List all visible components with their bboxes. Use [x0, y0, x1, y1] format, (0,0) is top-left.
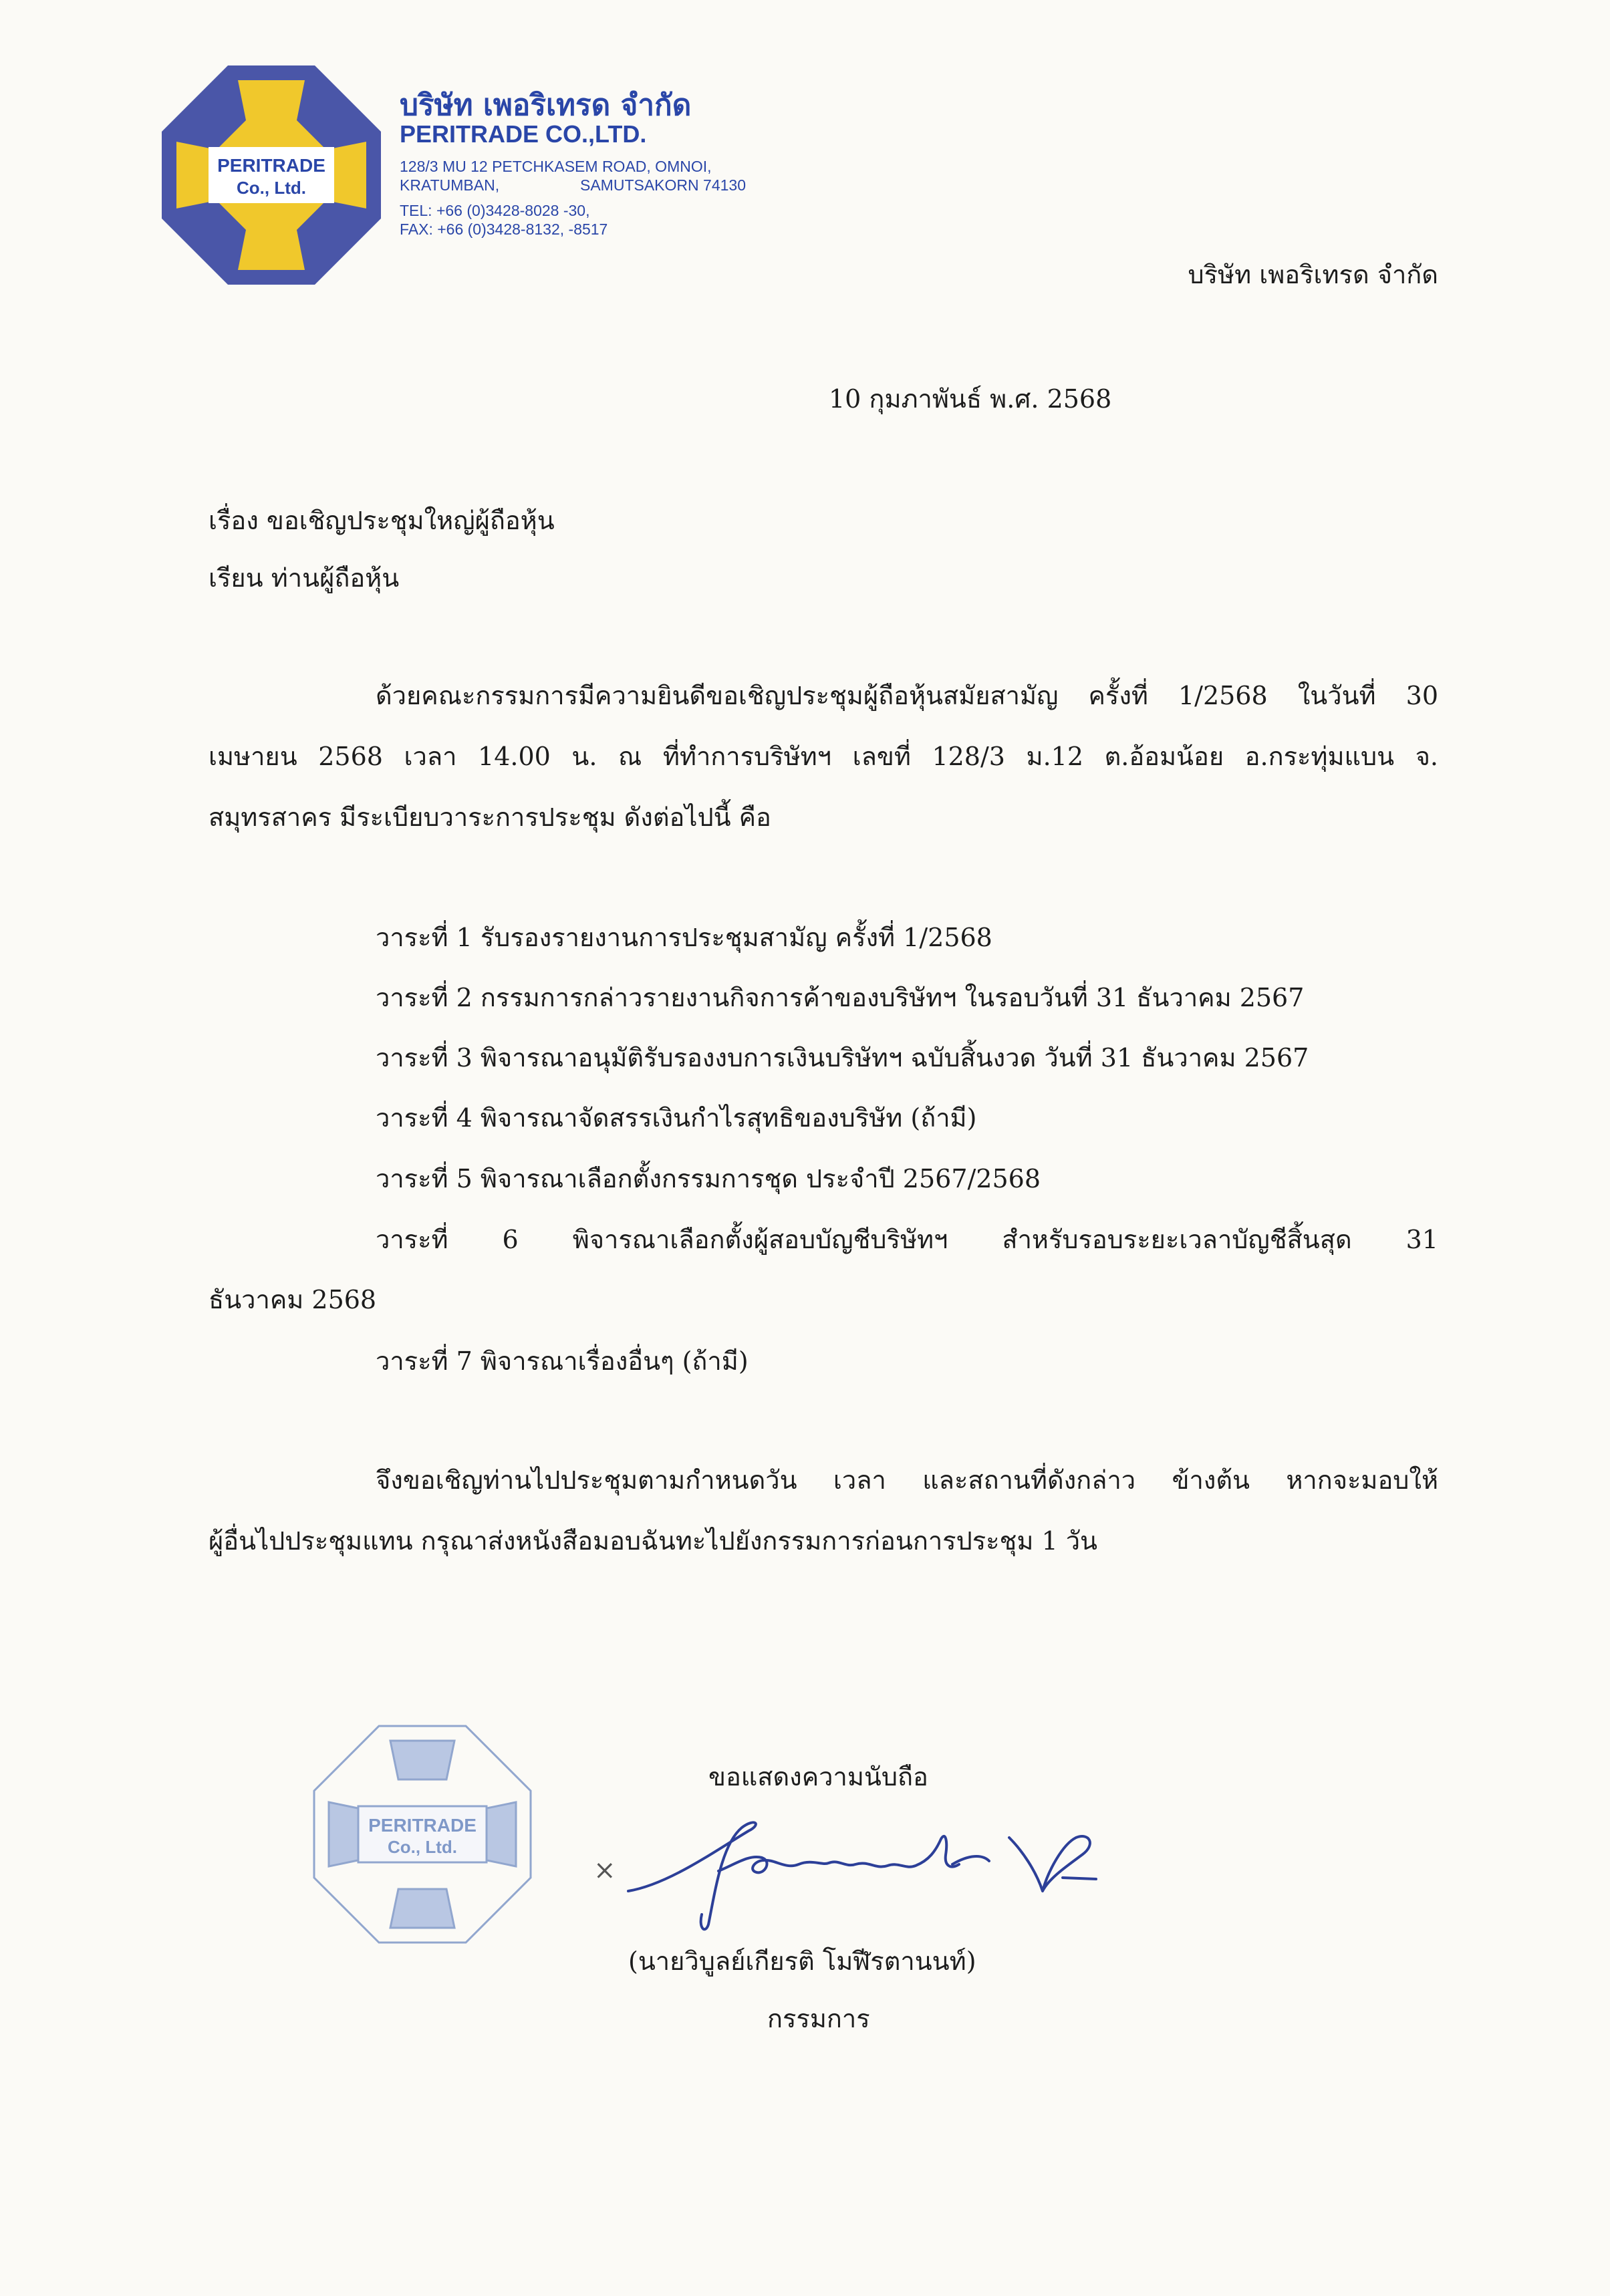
logo-text-line2: Co., Ltd.	[237, 178, 306, 198]
agenda-item-1: วาระที่ 1 รับรองรายงานการประชุมสามัญ ครั้งที่ 1/2568	[376, 923, 992, 952]
signer-title: กรรมการ	[767, 2004, 870, 2033]
letter-date: 10 กุมภาพันธ์ พ.ศ. 2568	[829, 384, 1112, 414]
company-stamp	[309, 1721, 536, 1948]
closing-line: ผู้อื่นไปประชุมแทน กรุณาส่งหนังสือมอบฉันทะไปยังกรรมการก่อนการประชุม 1 วัน	[209, 1526, 1098, 1556]
address-line-2-province: SAMUTSAKORN 74130	[580, 176, 746, 194]
agenda-item-3: วาระที่ 3 พิจารณาอนุมัติรับรองงบการเงินบริษัทฯ ฉบับสิ้นงวด วันที่ 31 ธันวาคม 2567	[376, 1043, 1309, 1072]
letter-recipient: เรียน ท่านผู้ถือหุ้น	[209, 563, 400, 593]
fax: FAX: +66 (0)3428-8132, -8517	[400, 221, 608, 238]
letter-subject: เรื่อง ขอเชิญประชุมใหญ่ผู้ถือหุ้น	[209, 506, 555, 535]
company-name-english: PERITRADE CO.,LTD.	[400, 120, 647, 148]
agenda-item-5: วาระที่ 5 พิจารณาเลือกตั้งกรรมการชุด ประจำปี 2567/2568	[376, 1164, 1041, 1193]
agenda-item-7: วาระที่ 7 พิจารณาเรื่องอื่นๆ (ถ้ามี)	[376, 1346, 749, 1376]
signature-cross-mark: ×	[593, 1855, 616, 1886]
handwritten-signature	[581, 1791, 1103, 1938]
stamp-text-line2: Co., Ltd.	[388, 1837, 457, 1857]
company-name-thai: บริษัท เพอริเทรด จำกัด	[400, 88, 692, 122]
agenda-item-2: วาระที่ 2 กรรมการกล่าวรายงานกิจการค้าของบริษัทฯ ในรอบวันที่ 31 ธันวาคม 2567	[376, 983, 1305, 1012]
logo-text-line1: PERITRADE	[217, 155, 325, 176]
signer-name: (นายวิบูลย์เกียรติ โมฬีรตานนท์)	[628, 1947, 976, 1976]
company-logo	[158, 61, 385, 289]
letterhead	[0, 0, 1610, 294]
sender-company-name: บริษัท เพอริเทรด จำกัด	[1188, 260, 1438, 289]
agenda-item-4: วาระที่ 4 พิจารณาจัดสรรเงินกำไรสุทธิของบริษัท (ถ้ามี)	[376, 1103, 977, 1133]
telephone: TEL: +66 (0)3428-8028 -30,	[400, 202, 590, 219]
logo-bottom-segment	[238, 230, 305, 270]
intro-line: ด้วยคณะกรรมการมีความยินดีขอเชิญประชุมผู้ถือหุ้นสมัยสามัญ ครั้งที่ 1/2568 ในวันที่ 30	[376, 681, 1438, 710]
stamp-text-line1: PERITRADE	[368, 1815, 477, 1836]
closing-line: จึงขอเชิญท่านไปประชุมตามกำหนดวัน เวลา และสถานที่ดังกล่าว ข้างต้น หากจะมอบให้	[376, 1465, 1438, 1495]
intro-line: เมษายน 2568 เวลา 14.00 น. ณ ที่ทำการบริษัทฯ เลขที่ 128/3 ม.12 ต.อ้อมน้อย อ.กระทุ่มแบน จ.	[209, 742, 1438, 771]
intro-line: สมุทรสาคร มีระเบียบวาระการประชุม ดังต่อไปนี้ คือ	[209, 803, 771, 832]
address-line-2-district: KRATUMBAN,	[400, 176, 500, 194]
agenda-item-6-continued: ธันวาคม 2568	[209, 1285, 377, 1314]
agenda-item-6: วาระที่ 6 พิจารณาเลือกตั้งผู้สอบบัญชีบริษัทฯ สำหรับรอบระยะเวลาบัญชีสิ้นสุด 31	[376, 1225, 1438, 1254]
sign-off: ขอแสดงความนับถือ	[708, 1762, 928, 1791]
address-line-1: 128/3 MU 12 PETCHKASEM ROAD, OMNOI,	[400, 158, 712, 175]
logo-top-segment	[238, 80, 305, 120]
